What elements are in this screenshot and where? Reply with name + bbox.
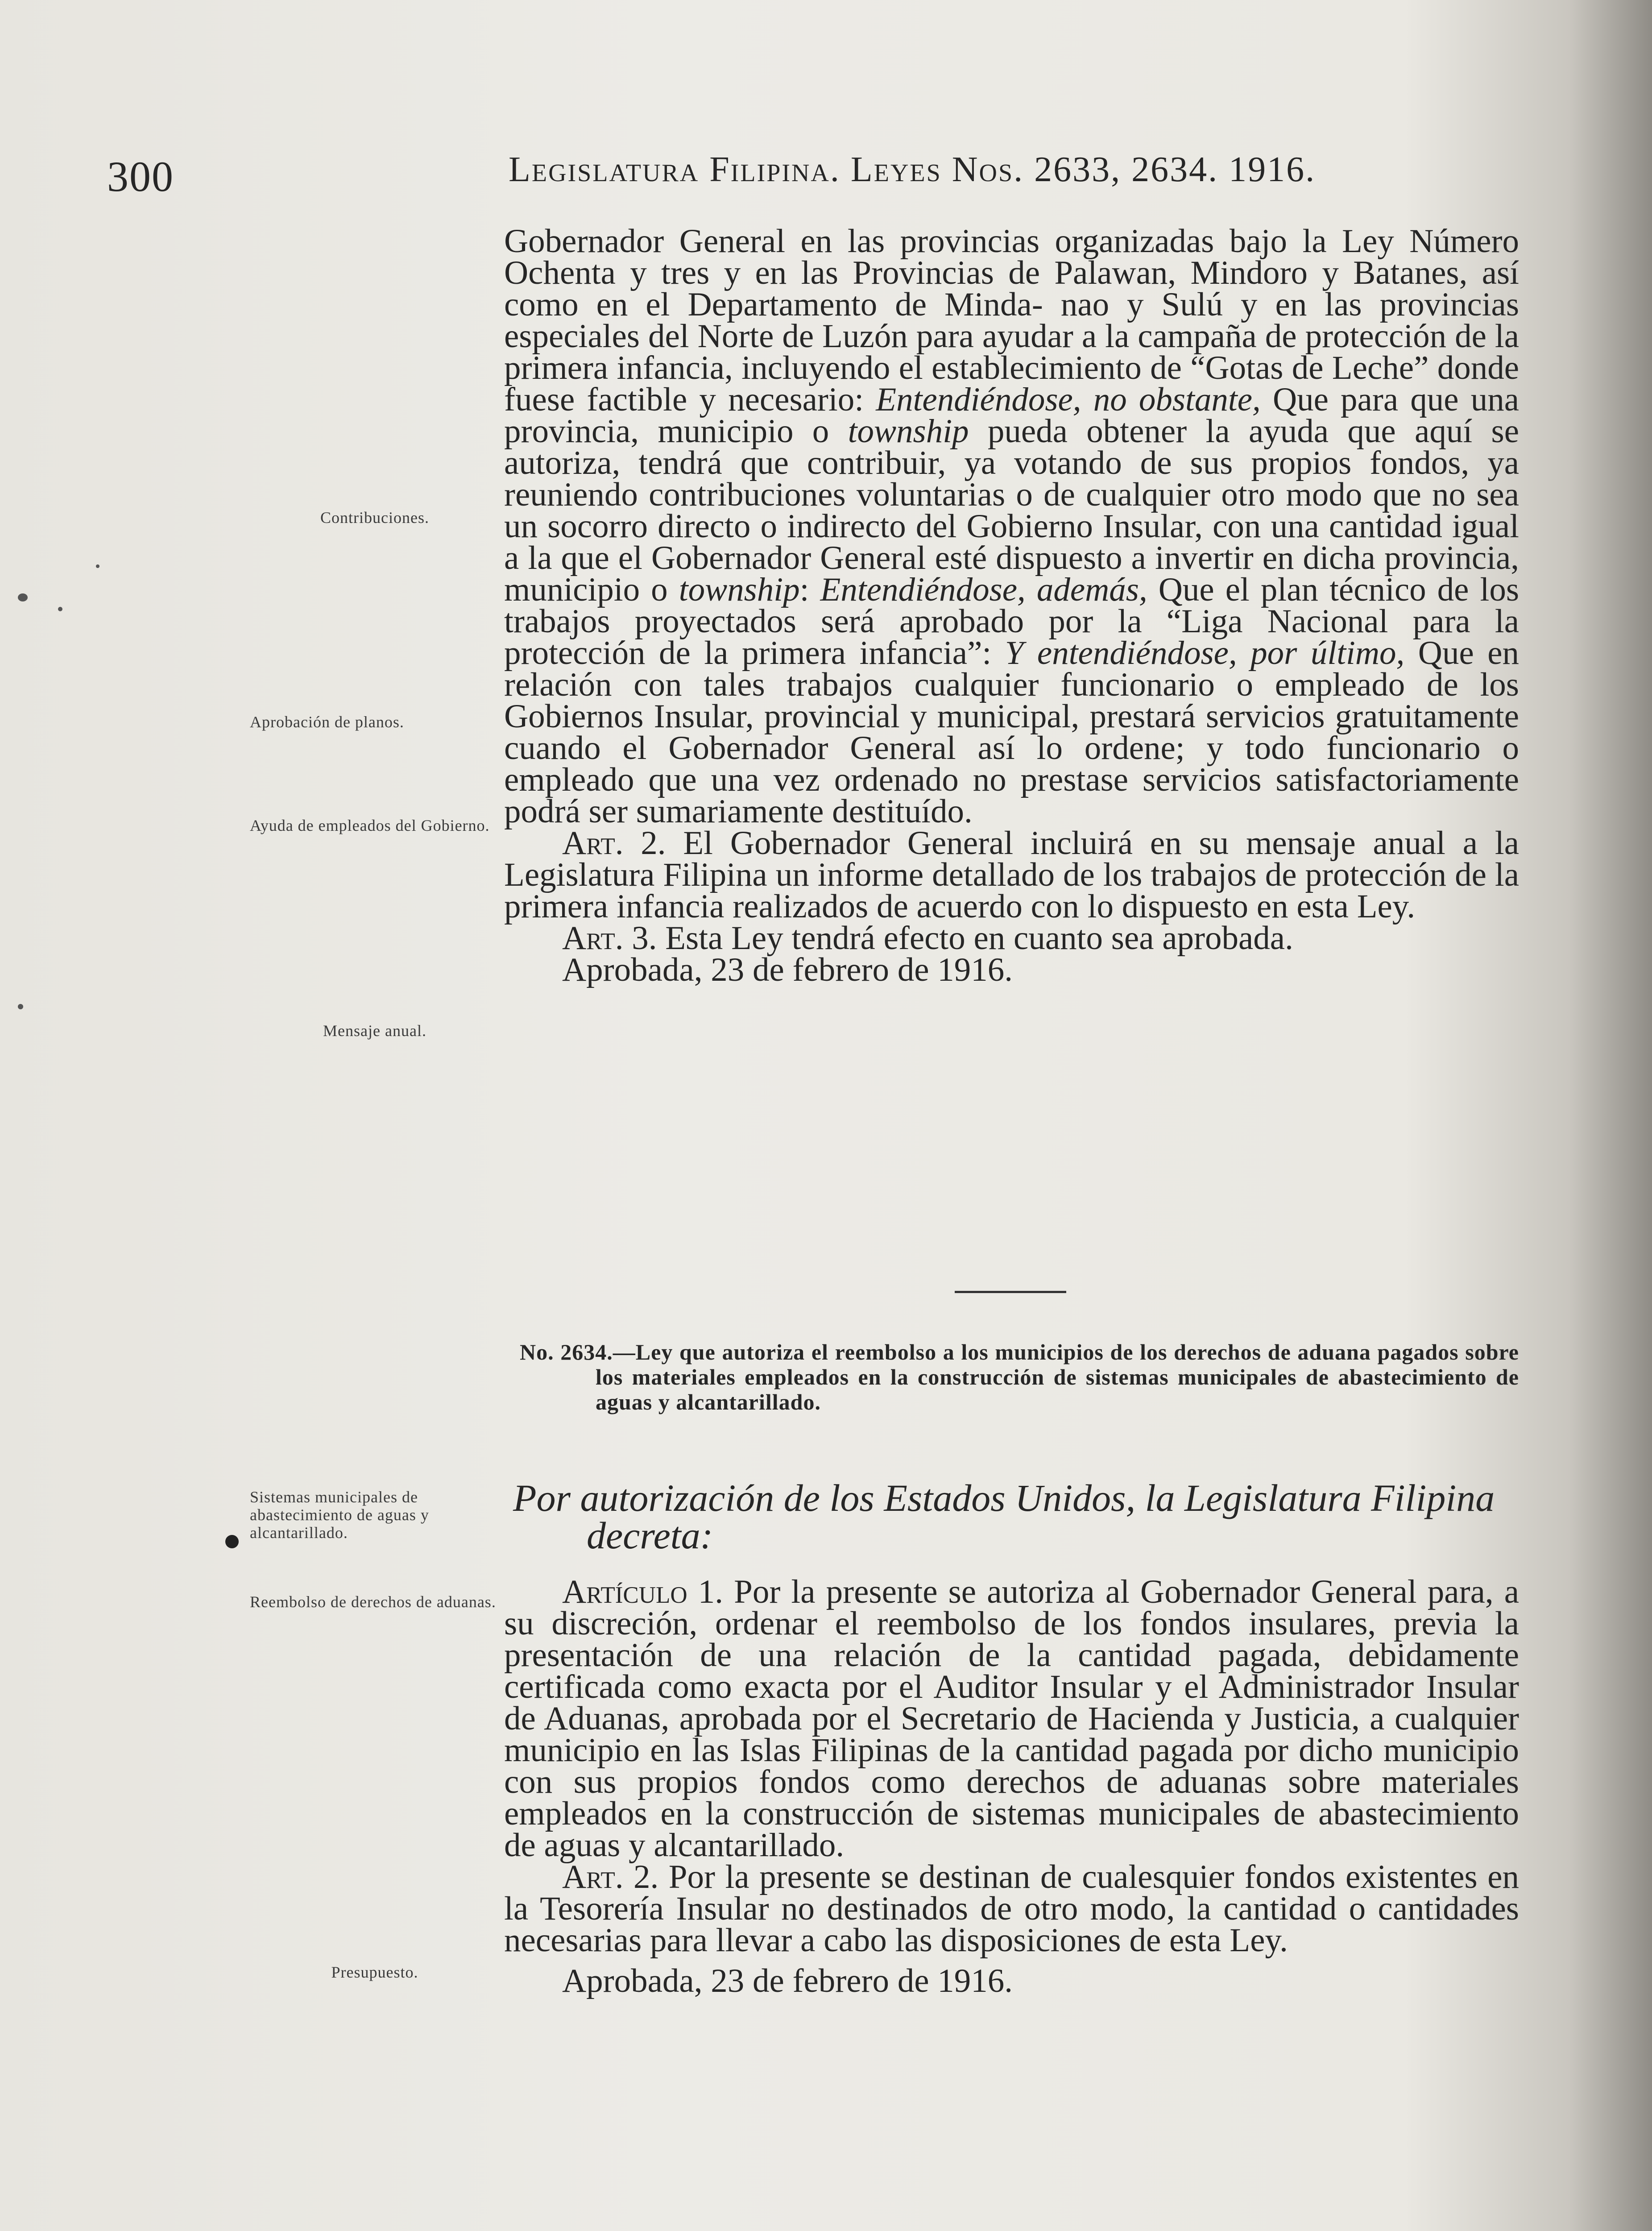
page-number: 300	[107, 153, 174, 200]
article-1	[504, 1573, 1520, 1864]
scan-speck	[18, 1004, 23, 1009]
section-divider	[955, 1291, 1066, 1293]
approval-date: Aprobada, 23 de febrero de 1916.	[562, 1962, 1013, 1999]
margin-note-contribuciones: Contribuciones.	[320, 509, 429, 527]
text-line: Ley Número Ochenta y tres y en las Provincias de Palawan,	[504, 223, 1520, 291]
law-2633-text	[504, 225, 1519, 986]
text-line: nao y Sulú y en las provincias especiales del Norte de Luzón	[504, 286, 1520, 355]
article-3	[504, 920, 1519, 957]
proviso-1-italic: Entendiéndose, no obstante,	[876, 381, 1261, 418]
township-term: township	[848, 413, 969, 450]
article-label: Art. 2.	[562, 825, 666, 862]
proviso-2-italic: Entendiéndose, además,	[820, 571, 1147, 608]
article-text: Esta Ley tendrá efecto en cuanto sea aprobada.	[665, 920, 1293, 957]
scan-speck	[96, 564, 99, 568]
text-line: infancia, incluyendo el establecimiento de “Gotas de Leche”	[617, 349, 1429, 386]
proviso-2-text: Que el plan técnico de los trabajos proyectados será aprobado por la “Liga Nacional para la protección de la primera infancia”:	[504, 571, 1520, 672]
law-2633-paragraph: Gobernador General en las provincias organizadas bajo la Ley Número Ochenta y tres y en las Provincias de Palawan, Mindoro y Batanes, así como en el Departamento de Minda- nao y Sulú y en las provincias especiales del Norte de Luzón para ayudar a la campaña de protección de la primera infancia, incluyendo el establecimiento de “Gotas de Leche” donde fuese factible y necesario: Entendiéndose, no obstante, Que para que una provincia, municipio o township pueda obtener la ayuda que aquí se autoriza, tendrá que contribuir, ya votando de sus propios fondos, ya reuniendo contribuciones voluntarias o de cualquier otro modo que no sea un socorro directo o indirecto del Gobierno Insular, con una cantidad igual a la que el Gobernador General esté dispuesto a invertir en dicha provincia, municipio o township: Entendiéndose, además, Que el plan técnico de los trabajos proyectados será aprobado por la “Liga Nacional para la protección de la primera infancia”: Y entendiéndose, por último, Que en relación con tales trabajos cualquier funcionario o empleado de los Gobiernos Insular, provincial y municipal, prestará servicios gratuitamente cuando el Gobernador General así lo ordene; y todo funcionario o empleado que una vez ordenado no prestase servicios satisfactoriamente podrá ser sumariamente destituído.	[504, 223, 1520, 830]
margin-note-aprobacion-planos: Aprobación de planos.	[250, 713, 404, 731]
margin-note-ayuda-empleados: Ayuda de empleados del Gobierno.	[250, 817, 490, 834]
proviso-1-text-b: pueda obtener la ayuda que aquí se autoriza, tendrá que contribuir, ya votando de sus propios fondos, ya reuniendo contribuciones voluntarias o de cualquier otro modo que no sea un socorro directo o indirecto del Gobierno Insular, con una cantidad igual a la que el Gobernador General esté dispuesto a invertir en dicha provincia, municipio o	[504, 413, 1520, 608]
law-2634-title	[520, 1339, 1519, 1414]
article-label: Artículo 1.	[562, 1573, 723, 1610]
margin-note-presupuesto: Presupuesto.	[331, 1963, 418, 1981]
article-2	[504, 1858, 1520, 1959]
margin-note-reembolso: Reembolso de derechos de aduanas.	[250, 1593, 496, 1611]
scan-speck	[18, 593, 28, 601]
article-label: Art. 2.	[562, 1858, 659, 1895]
law-2634-text	[504, 1573, 1520, 1999]
township-term: township	[679, 571, 800, 608]
text-line: para ayudar a la campaña de protección de la primera	[504, 318, 1520, 386]
text-line: Mindoro y Batanes, así como en el Departamento de Minda-	[504, 254, 1520, 323]
article-2	[504, 825, 1520, 925]
article-label: Art. 3.	[562, 920, 657, 957]
text-line: Gobernador General en las provincias organizadas bajo la	[504, 223, 1327, 260]
proviso-1-text-a: Que para que una provincia, municipio o	[504, 381, 1520, 450]
proviso-3-text: Que en relación con tales trabajos cualquier funcionario o empleado de los Gobiernos Insular, provincial y municipal, prestará servicios gratuitamente cuando el Gobernador General así lo ordene; y todo funcionario o empleado que una vez ordenado no prestase servicios satisfactoriamente podrá ser sumariamente destituído.	[504, 634, 1520, 830]
article-text: El Gobernador General incluirá en su mensaje anual a la Legislatura Filipina un informe detallado de los trabajos de protección de la primera infancia realizados de acuerdo con lo dispuesto en esta Ley.	[504, 825, 1520, 925]
running-head: Legislatura Filipina. Leyes Nos. 2633, 2634. 1916.	[509, 150, 1316, 189]
proviso-3-italic: Y entendiéndose, por último,	[1005, 634, 1405, 672]
article-text: Por la presente se autoriza al Gobernador General para, a su discreción, ordenar el reembolso de los fondos insulares, previa la presentación de una relación de la cantidad pagada, debidamente certificada como exacta por el Auditor Insular y el Administrador Insular de Aduanas, aprobada por el Secretario de Hacienda y Justicia, a cualquier municipio en las Islas Filipinas de la cantidad pagada por dicho municipio con sus propios fondos como derechos de aduanas sobre materiales empleados en la construcción de sistemas municipales de abastecimiento de aguas y alcantarillado.	[504, 1573, 1520, 1864]
margin-note-sistemas-municipales: Sistemas municipales de abastecimiento de aguas y alcantarillado.	[250, 1488, 429, 1542]
article-text: Por la presente se destinan de cualesquier fondos existentes en la Tesorería Insular no destinados de otro modo, la cantidad o cantidades necesarias para llevar a cabo las disposiciones de esta Ley.	[504, 1858, 1520, 1959]
enacting-clause: Por autorización de los Estados Unidos, la Legislatura Filipina decreta:	[513, 1476, 1495, 1557]
approval-date: Aprobada, 23 de febrero de 1916.	[562, 951, 1013, 988]
law-title-text: No. 2634.—Ley que autoriza el reembolso a los municipios de los derechos de aduana pagados sobre los materiales empleados en la construcción de sistemas municipales de abastecimiento de aguas y alcantarillado.	[520, 1339, 1519, 1414]
text-line: donde fuese factible y necesario:	[504, 349, 1520, 418]
margin-note-mensaje-anual: Mensaje anual.	[323, 1022, 426, 1040]
scan-speck	[225, 1535, 239, 1548]
scan-speck	[58, 607, 62, 611]
